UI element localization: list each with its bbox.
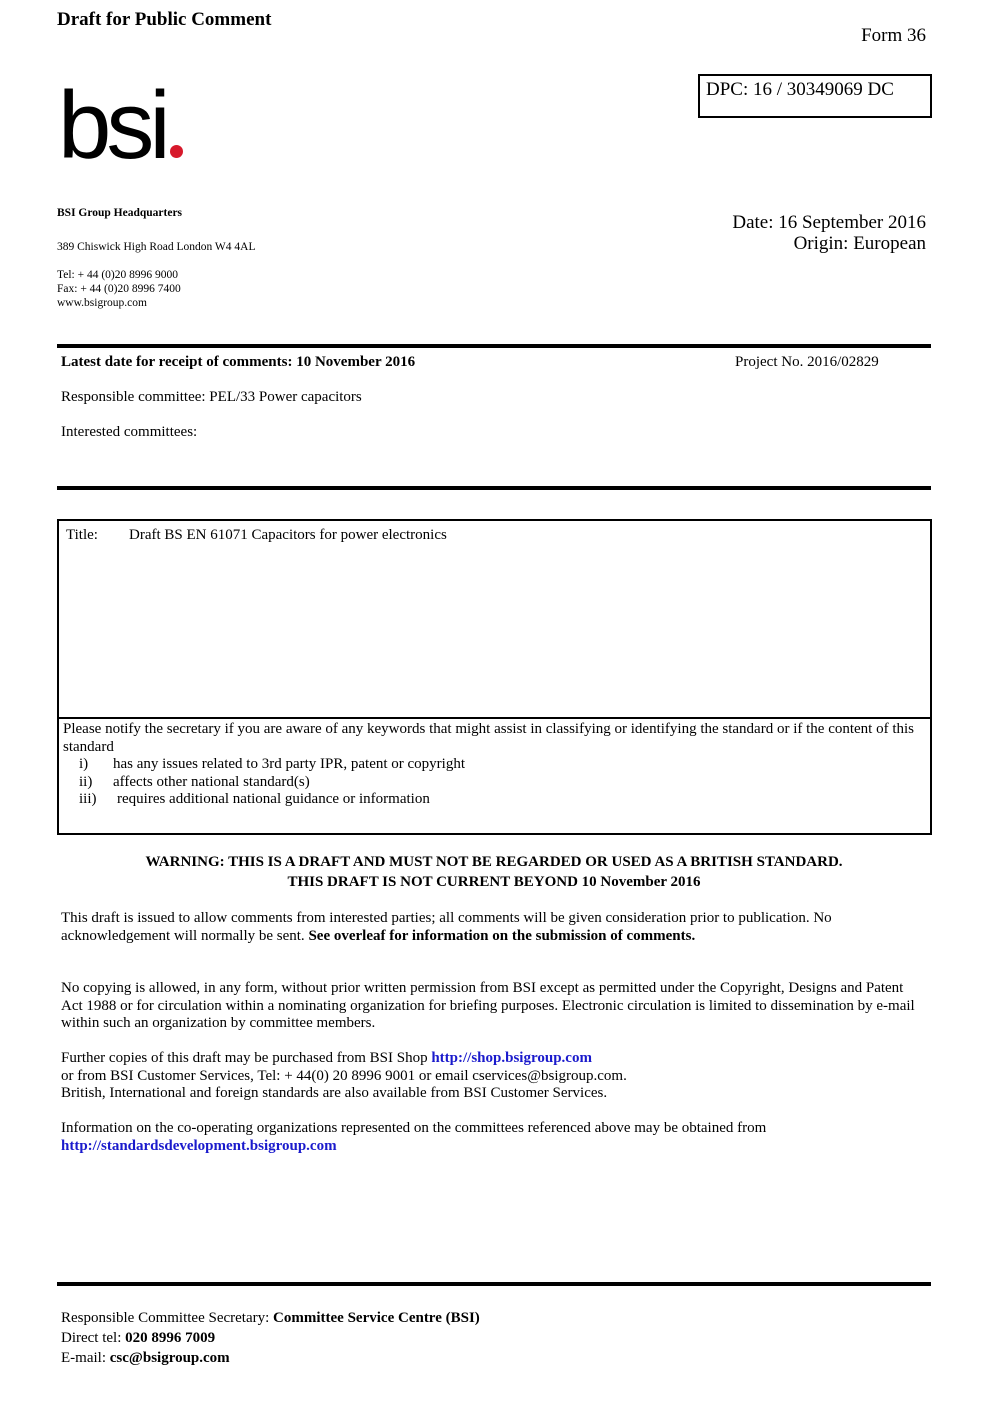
warning-line-2: THIS DRAFT IS NOT CURRENT BEYOND 10 November 2016 (287, 874, 701, 890)
dpc-reference: DPC: 16 / 30349069 DC (698, 74, 932, 118)
logo-dot-icon (170, 145, 183, 158)
latest-date: Latest date for receipt of comments: 10 November 2016 (61, 354, 416, 370)
hq-fax: Fax: + 44 (0)20 8996 7400 (57, 283, 181, 295)
paragraph-issue: This draft is issued to allow comments from interested parties; all comments will be given consideration prior to publication. No acknowledgement will normally be sent. See overleaf for information on the submission of comments. (61, 910, 832, 944)
hq-title: BSI Group Headquarters (57, 207, 183, 219)
hq-address: 389 Chiswick High Road London W4 4AL (57, 241, 256, 253)
bsi-logo (58, 72, 183, 179)
keywords-item: ii) affects other national standard(s) (79, 773, 310, 790)
details-rule (57, 486, 931, 490)
draft-label: Draft for Public Comment (57, 9, 272, 30)
interested-committees: Interested committees: (61, 424, 198, 440)
document-origin: Origin: European (793, 233, 926, 254)
paragraph-copying: No copying is allowed, in any form, without prior written permission from BSI except as permitted under the Copyright, Designs and Patent Act 1988 or for circulation within a nominating organization for briefing purposes. Electronic circulation is limited to dissemination by e-mail within such an organization by committee members. (61, 980, 915, 1031)
title-box (57, 519, 932, 719)
email-line: E-mail: csc@bsigroup.com (61, 1350, 230, 1366)
footer-rule (57, 1282, 931, 1286)
keywords-item: i) has any issues related to 3rd party IPR, patent or copyright (79, 756, 466, 772)
keywords-intro: Please notify the secretary if you are aware of any keywords that might assist in classifying or identifying the standard or if the content of this standard (63, 721, 915, 755)
direct-tel-line: Direct tel: 020 8996 7009 (61, 1330, 216, 1346)
form-number: Form 36 (861, 25, 926, 46)
project-number: Project No. 2016/02829 (735, 354, 879, 370)
title-label: Title: (66, 527, 98, 543)
keywords-item: iii) requires additional national guidance or information (79, 791, 430, 807)
warning-line-1: WARNING: THIS IS A DRAFT AND MUST NOT BE REGARDED OR USED AS A BRITISH STANDARD. (145, 854, 843, 870)
document-title: Draft BS EN 61071 Capacitors for power electronics (129, 527, 447, 543)
email-link[interactable]: csc@bsigroup.com (109, 1350, 230, 1366)
date-block (732, 212, 926, 254)
top-rule (57, 344, 931, 348)
hq-web[interactable]: www.bsigroup.com (57, 297, 147, 309)
standards-development-link[interactable]: http://standardsdevelopment.bsigroup.com (61, 1137, 337, 1154)
hq-tel: Tel: + 44 (0)20 8996 9000 (57, 269, 178, 281)
keywords-box (57, 717, 932, 835)
responsible-committee: Responsible committee: PEL/33 Power capacitors (61, 389, 362, 405)
document-date: Date: 16 September 2016 (732, 212, 926, 233)
secretary-line: Responsible Committee Secretary: Committee Service Centre (BSI) (61, 1310, 480, 1326)
paragraph-information: Information on the co-operating organizations represented on the committees referenced above may be obtained from http://standardsdevelopment.bsigroup.com (61, 1120, 767, 1154)
logo-text: bsi (58, 72, 166, 179)
paragraph-copies: Further copies of this draft may be purchased from BSI Shop http://shop.bsigroup.com or from BSI Customer Services, Tel: + 44(0) 20 8996 9001 or email cservices@bsigroup.com. British, International and foreign standards are also available from BSI Customer Services. (61, 1050, 627, 1101)
shop-link[interactable]: http://shop.bsigroup.com (431, 1050, 592, 1066)
